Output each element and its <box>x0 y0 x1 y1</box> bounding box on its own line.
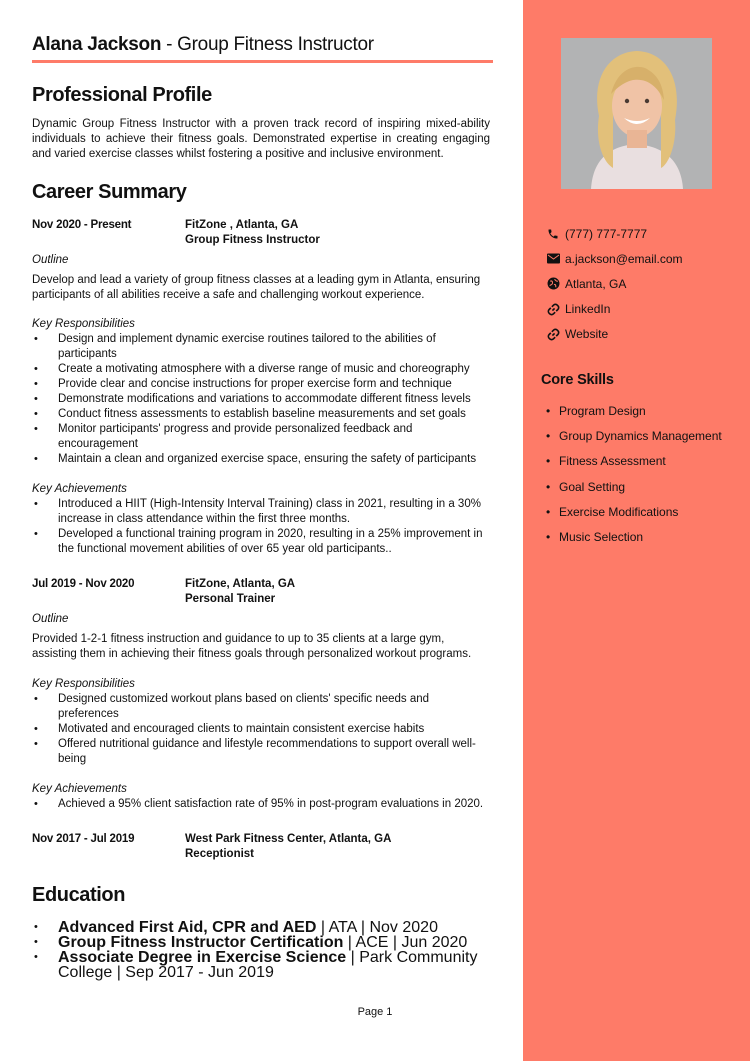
job-company: FitZone, Atlanta, GA <box>185 578 296 590</box>
contact-website <box>547 322 683 347</box>
list-item: • Maintain a clean and organized exercise space, ensuring the safety of participants <box>32 452 492 467</box>
job-role: Receptionist <box>185 848 255 860</box>
education-detail: | ATA | Nov 2020 <box>316 919 438 936</box>
link-icon <box>547 303 565 316</box>
skill-item: • Program Design <box>545 403 722 428</box>
job-role: Group Fitness Instructor <box>185 234 320 246</box>
resume-header <box>32 32 491 60</box>
list-item: • Offered nutritional guidance and lifestyle recommendations to support overall well-being <box>32 737 492 767</box>
responsibilities-list <box>32 692 491 767</box>
skills-list <box>545 403 722 554</box>
header-separator: - <box>161 34 178 55</box>
globe-icon <box>547 277 565 290</box>
job-entry <box>32 218 491 557</box>
education-heading: Education <box>32 884 126 906</box>
list-item: • Conduct fitness assessments to establish baseline measurements and set goals <box>32 407 492 422</box>
location-text: Atlanta, GA <box>565 276 627 291</box>
job-role: Personal Trainer <box>185 593 276 605</box>
website-link[interactable]: Website <box>565 327 609 342</box>
list-item: • Monitor participants' progress and provide personalized feedback and encouragement <box>32 422 492 452</box>
job-entry <box>32 577 491 812</box>
education-detail: | ACE | Jun 2020 <box>343 934 468 951</box>
job-company: West Park Fitness Center, Atlanta, GA <box>185 833 392 845</box>
skill-item: • Group Dynamics Management <box>545 428 722 453</box>
profile-photo <box>561 38 712 189</box>
achievements-label: Key Achievements <box>32 783 127 795</box>
responsibilities-label: Key Responsibilities <box>32 318 135 330</box>
candidate-name: Alana Jackson <box>32 34 162 55</box>
responsibilities-label: Key Responsibilities <box>32 678 135 690</box>
list-item: • Create a motivating atmosphere with a diverse range of music and choreography <box>32 362 492 377</box>
outline-label: Outline <box>32 613 69 625</box>
list-item: • Motivated and encouraged clients to maintain consistent exercise habits <box>32 722 492 737</box>
list-item: • Designed customized workout plans based on clients' specific needs and preferences <box>32 692 492 722</box>
candidate-title: Group Fitness Instructor <box>177 34 374 55</box>
job-dates: Nov 2017 - Jul 2019 <box>32 833 135 845</box>
phone-number: (777) 777-7777 <box>565 226 648 241</box>
achievements-label: Key Achievements <box>32 483 127 495</box>
job-company: FitZone , Atlanta, GA <box>185 219 299 231</box>
education-detail: | Park Community College | Sep 2017 - Jun 2019 <box>58 949 478 981</box>
contact-location <box>547 271 683 296</box>
job-dates: Nov 2020 - Present <box>32 219 132 231</box>
portrait-image <box>561 38 712 189</box>
profile-heading: Professional Profile <box>32 84 212 106</box>
list-item: • Developed a functional training program in 2020, resulting in a 25% improvement in the functional movement abilities of over 65 year old participants.. <box>32 527 492 557</box>
list-item: • Design and implement dynamic exercise routines tailored to the abilities of participants <box>32 332 492 362</box>
list-item: • Demonstrate modifications and variations to accommodate different fitness levels <box>32 392 492 407</box>
education-title: Advanced First Aid, CPR and AED <box>58 919 317 936</box>
job-employer <box>185 218 320 248</box>
job-header <box>32 577 491 607</box>
outline-label: Outline <box>32 254 69 266</box>
career-heading: Career Summary <box>32 181 187 203</box>
job-entry <box>32 832 491 862</box>
header-divider <box>32 60 493 63</box>
list-item <box>32 950 492 980</box>
contact-phone <box>547 221 683 246</box>
list-item: • Provide clear and concise instructions for proper exercise form and technique <box>32 377 492 392</box>
education-title: Group Fitness Instructor Certification <box>58 934 344 951</box>
skill-item: • Fitness Assessment <box>545 453 722 478</box>
sidebar <box>523 0 750 1061</box>
job-outline: Provided 1-2-1 fitness instruction and guidance to up to 35 clients at a large gym, assisting them in achieving their fitness goals through personalized workout programs. <box>32 633 472 660</box>
achievements-list <box>32 797 491 812</box>
contact-list <box>547 221 683 347</box>
contact-linkedin <box>547 297 683 322</box>
list-item <box>32 920 492 935</box>
page-number: Page 1 <box>357 1006 393 1018</box>
job-header <box>32 218 491 248</box>
job-employer <box>185 832 391 862</box>
list-item <box>32 935 492 950</box>
envelope-icon <box>547 253 565 264</box>
job-dates: Jul 2019 - Nov 2020 <box>32 578 135 590</box>
phone-icon <box>547 228 565 240</box>
job-outline: Develop and lead a variety of group fitness classes at a leading gym in Atlanta, ensuring participants of all abilities receive a safe and challenging workout experience. <box>32 274 481 301</box>
list-item: • Achieved a 95% client satisfaction rate of 95% in post-program evaluations in 2020. <box>32 797 492 812</box>
skills-heading: Core Skills <box>541 372 614 388</box>
job-header <box>32 832 491 862</box>
linkedin-link[interactable]: LinkedIn <box>565 302 611 317</box>
profile-text: Dynamic Group Fitness Instructor with a proven track record of inspiring mixed-ability individuals to achieve their fitness goals. Demonstrated expertise in creating engaging and varied exercise classes whilst fostering a positive and inclusive environment. <box>32 118 490 160</box>
email-address[interactable]: a.jackson@email.com <box>565 251 683 266</box>
skill-item: • Goal Setting <box>545 479 722 504</box>
list-item: • Introduced a HIIT (High-Intensity Interval Training) class in 2021, resulting in a 30% increase in class attendance within the first three months. <box>32 497 492 527</box>
link-icon <box>547 328 565 341</box>
job-employer <box>185 577 295 607</box>
contact-email <box>547 246 683 271</box>
education-list <box>32 920 491 980</box>
skill-item: • Music Selection <box>545 529 722 554</box>
achievements-list <box>32 497 491 557</box>
skill-item: • Exercise Modifications <box>545 504 722 529</box>
responsibilities-list <box>32 332 491 467</box>
education-title: Associate Degree in Exercise Science <box>58 949 347 966</box>
